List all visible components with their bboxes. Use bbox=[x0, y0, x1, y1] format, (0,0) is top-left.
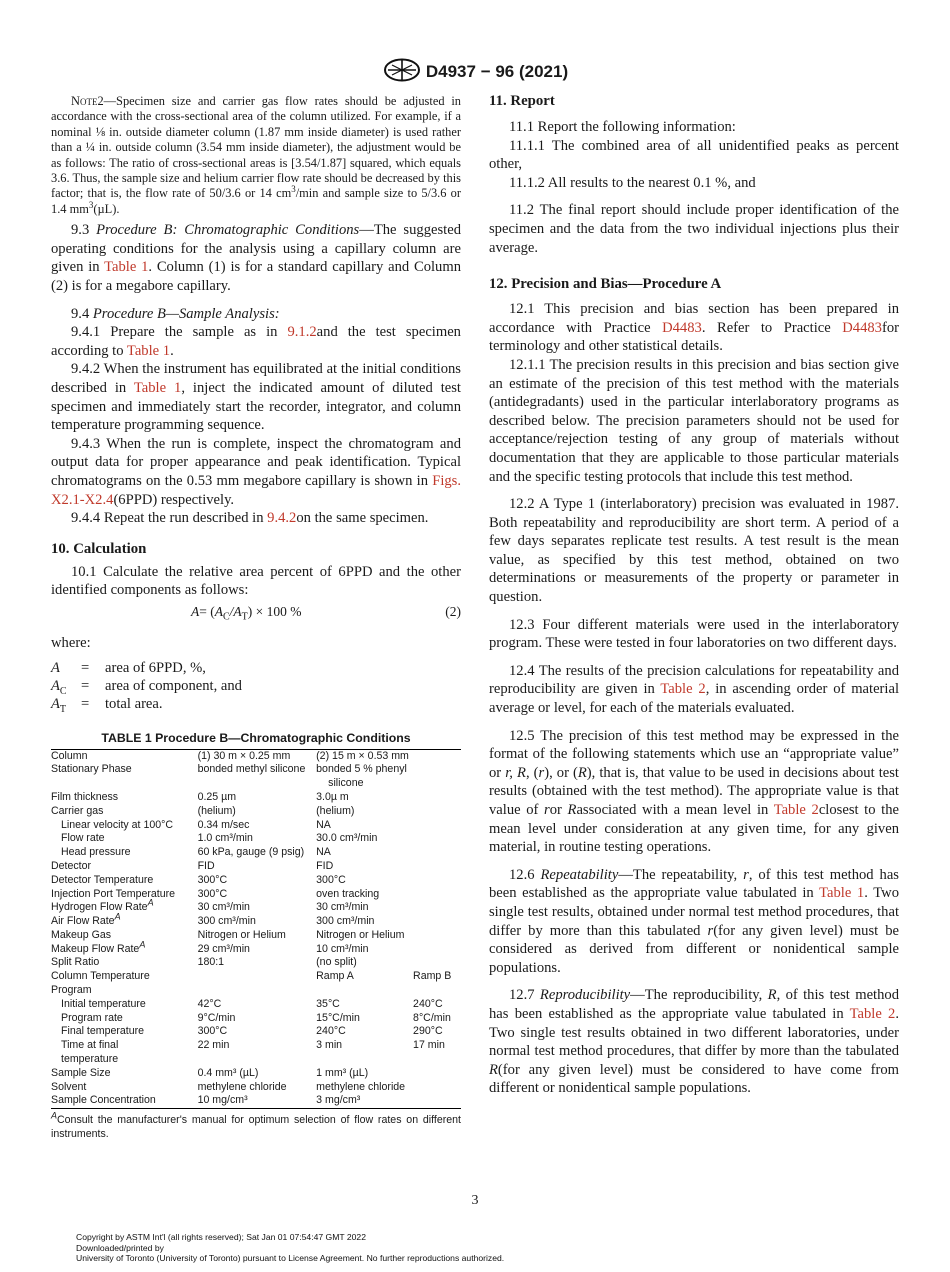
table-cell: 9°C/min bbox=[197, 1011, 236, 1024]
table-cell bbox=[413, 749, 461, 763]
table-cell: methylene chloride bbox=[197, 1080, 287, 1093]
table-cell: Makeup Flow Rate$^A$ bbox=[51, 939, 146, 955]
table-row bbox=[51, 984, 461, 998]
table-cell: 8°C/min bbox=[413, 1011, 451, 1024]
table-cell: 300 cm³/min bbox=[197, 915, 256, 928]
table-cell: Detector Temperature bbox=[51, 873, 154, 886]
table-cell: 0.34 m/sec bbox=[197, 818, 250, 831]
para-9-4-3: 9.4.3 When the run is complete, inspect the chromatogram and output data for proper appearance and peak identification. Typical chromatograms on the 0.53 mm megabore capillary is shown in Figs. X2.1-X2.4(6PPD) respectively. bbox=[51, 435, 461, 508]
table-cell: (helium) bbox=[316, 804, 355, 817]
table-cell: Ramp B bbox=[413, 970, 452, 983]
table-cell: Program rate bbox=[61, 1011, 123, 1024]
table-row bbox=[51, 819, 461, 833]
astm-logo-icon bbox=[382, 58, 422, 87]
para-12-2: 12.2 A Type 1 (interlaboratory) precision was evaluated in 1987. Both repeatability and reproducibility are short term. A period of a few days separates replicate test results. A test result is the mean value, as specified by this test method, obtained on two determinations or measurements of the property or parameter in question. bbox=[489, 496, 899, 606]
table-1-link[interactable]: Table 1 bbox=[819, 885, 865, 902]
table-cell bbox=[198, 777, 317, 791]
table-cell: 3 min bbox=[316, 1039, 343, 1052]
para-11-1: 11.1 Report the following information: bbox=[509, 119, 736, 135]
table-cell bbox=[413, 763, 461, 777]
table-cell: 0.4 mm³ (µL) bbox=[197, 1066, 259, 1079]
table-cell: temperature bbox=[61, 1053, 119, 1066]
table-cell: FID bbox=[316, 859, 334, 872]
table-cell: 30 cm³/min bbox=[197, 901, 250, 914]
table-cell bbox=[198, 970, 317, 984]
table-row bbox=[51, 1094, 461, 1108]
variable-row: $A_T$ = total area. bbox=[51, 695, 163, 715]
table-row bbox=[51, 791, 461, 805]
table-cell: Hydrogen Flow Rate$^A$ bbox=[51, 897, 154, 914]
table-cell bbox=[198, 1053, 317, 1067]
table-cell: Final temperature bbox=[61, 1025, 145, 1038]
variable-symbol: A bbox=[51, 659, 60, 676]
equation-2: $A= (A_C/A_T) \times 100$ % (2) bbox=[191, 603, 461, 623]
para-12-7: 12.7 Reproducibility—The reproducibility, R, of this test method has been established as the appropriate value tabulated in Table 2. Two single test results obtained in two different laboratories, under normal test method procedures, that differ by more than the tabulated R(for any given level) must be considered to have come from different or nonidentical sample populations. bbox=[489, 987, 900, 1097]
table-cell bbox=[413, 888, 461, 902]
table-row bbox=[51, 1039, 461, 1053]
table-cell: Film thickness bbox=[51, 790, 119, 803]
table-cell: (2) 15 m × 0.53 mm bbox=[316, 749, 409, 762]
table-row bbox=[51, 943, 461, 957]
table-cell: 10 cm³/min bbox=[316, 942, 369, 955]
para-9-4-2: 9.4.2 When the instrument has equilibrated at the initial conditions described in Table 1, inject the indicated amount of diluted test specimen and immediately start the recorder, integrator, and column temperature programming sequence. bbox=[51, 361, 461, 434]
section-9-1-2-link[interactable]: 9.1.2 bbox=[287, 324, 317, 341]
para-9-4-1: 9.4.1 Prepare the sample as in 9.1.2and the test specimen according to Table 1. bbox=[51, 324, 461, 359]
table-cell bbox=[413, 956, 461, 970]
d4483-link[interactable]: D4483 bbox=[662, 319, 702, 336]
table-2-link[interactable]: Table 2 bbox=[849, 1005, 896, 1022]
table-cell: bonded 5 % phenyl bbox=[316, 763, 407, 776]
table-row bbox=[51, 915, 461, 929]
para-12-5: 12.5 The precision of this test method may be expressed in the format of the following statements which use an “appropriate value” or r, R, (r), or (R), that is, that value to be used in decisions about test results (obtained with the test method). The appropriate value is that value of ror Rassociated with a mean level in Table 2closest to the mean level under consideration at any given time, for any given material, in routine testing operations. bbox=[489, 727, 899, 856]
para-12-4: 12.4 The results of the precision calculations for repeatability and reproducibility are given in Table 2, in ascending order of material average or level, for each of the materials evaluated. bbox=[489, 662, 899, 717]
table-cell: Detector bbox=[51, 859, 92, 872]
table-row bbox=[51, 929, 461, 943]
table-row bbox=[51, 1053, 461, 1067]
para-9-4: 9.4 Procedure B—Sample Analysis: bbox=[71, 305, 280, 322]
note-2: Note2—Specimen size and carrier gas flow rates should be adjusted in accordance with the cross-sectional area of the column utilized. For example, if a nominal ⅛ in. outside diameter column (1.87 mm inside diameter) is used rather than a ¼ in. outside column (3.54 mm inside diameter), the adjustment would be as follows: The ratio of cross-sectional areas is [3.54/1.87] squared, which equals 3.6. Thus, the sample size and helium carrier flow rate should be decreased by this factor; that is, the flow rate of 50/3.6 or 14 $cm^3/\min$ and sample size to 5/3.6 or 1.4 $mm^3(\mu L)$. bbox=[51, 94, 461, 216]
section-10-heading: 10. Calculation bbox=[51, 540, 147, 557]
para-9-3: 9.3 Procedure B: Chromatographic Conditions—The suggested operating conditions for the analysis using a capillary column are given in Table 1. Column (1) is for a standard capillary and Column (2) is for a megabore capillary. bbox=[51, 222, 461, 295]
table-cell bbox=[413, 943, 461, 957]
page-number: 3 bbox=[471, 1193, 479, 1208]
equation-number: (2) bbox=[445, 603, 461, 619]
para-12-1-1: 12.1.1 The precision results in this precision and bias section give an estimate of the precision of this test method with the materials (antidegradants) used in the particular interlaboratory programs as described below. The precision parameters should not be used for acceptance/rejection testing of any group of materials without documentation that they are applicable to those particular materials and the specific testing protocols that include this test method. bbox=[489, 356, 899, 485]
table-cell bbox=[198, 984, 317, 998]
variable-description: area of 6PPD, %, bbox=[105, 659, 206, 676]
table-cell: 180:1 bbox=[197, 956, 225, 969]
table-1-link[interactable]: Table 1 bbox=[133, 380, 182, 396]
table-cell bbox=[413, 777, 461, 791]
table-cell: Nitrogen or Helium bbox=[197, 928, 286, 941]
table-row bbox=[51, 1081, 461, 1095]
table-cell: methylene chloride bbox=[316, 1080, 406, 1093]
table-cell: (helium) bbox=[197, 804, 236, 817]
table-cell bbox=[413, 1094, 461, 1108]
table-1-link[interactable]: Table 1 bbox=[126, 342, 171, 359]
d4483-link[interactable]: D4483 bbox=[842, 319, 882, 336]
table-row bbox=[51, 888, 461, 902]
standard-designation: D4937 − 96 (2021) bbox=[425, 61, 569, 81]
table-cell: Split Ratio bbox=[51, 956, 100, 969]
para-12-3: 12.3 Four different materials were used in the interlaboratory program. These were tested in four laboratories on two different days. bbox=[489, 616, 899, 652]
table-cell: 240°C bbox=[316, 1025, 346, 1038]
table-cell: Injection Port Temperature bbox=[51, 887, 176, 900]
table-cell: Solvent bbox=[51, 1080, 87, 1093]
table-cell bbox=[413, 1067, 461, 1081]
table-cell bbox=[413, 984, 461, 998]
table-cell: Column bbox=[51, 749, 88, 762]
table-cell: Air Flow Rate$^A$ bbox=[51, 911, 121, 928]
variable-description: total area. bbox=[105, 695, 163, 712]
para-11-1-2: 11.1.2 All results to the nearest 0.1 %, and bbox=[509, 174, 756, 191]
table-cell: Column Temperature bbox=[51, 970, 150, 983]
copyright-notice: Copyright by ASTM Int'l (all rights reserved); Sat Jan 01 07:54:47 GMT 2022 Downloaded/printed by University of Toronto (University of Toronto) pursuant to License Agreement. No further reproductions authorized. bbox=[76, 1232, 505, 1264]
table-cell: 10 mg/cm³ bbox=[197, 1094, 248, 1107]
table-row bbox=[51, 874, 461, 888]
table-cell: 60 kPa, gauge (9 psig) bbox=[197, 846, 305, 859]
table-cell: bonded methyl silicone bbox=[197, 763, 306, 776]
table-cell: Time at final bbox=[61, 1039, 119, 1052]
para-11-1-1: 11.1.1 The combined area of all unidentified peaks as percent other, bbox=[489, 137, 899, 173]
table-cell: 29 cm³/min bbox=[197, 942, 250, 955]
table-2-link[interactable]: Table 2 bbox=[660, 681, 706, 698]
table-cell: Sample Concentration bbox=[51, 1094, 156, 1107]
table-cell: Linear velocity at 100°C bbox=[61, 818, 173, 831]
table-row bbox=[51, 956, 461, 970]
table-cell bbox=[413, 805, 461, 819]
section-11-heading: 11. Report bbox=[489, 93, 555, 109]
table-cell: Ramp A bbox=[316, 970, 354, 983]
para-10-1: 10.1 Calculate the relative area percent of 6PPD and the other identified components as follows: bbox=[51, 563, 461, 599]
variable-symbol: $A_C$ bbox=[51, 677, 67, 697]
table-row bbox=[51, 805, 461, 819]
table-cell bbox=[413, 846, 461, 860]
variable-definitions bbox=[51, 659, 461, 713]
table-cell bbox=[413, 874, 461, 888]
table-1-title: TABLE 1 Procedure B—Chromatographic Conditions bbox=[101, 730, 411, 745]
table-cell bbox=[51, 777, 198, 791]
table-row bbox=[51, 777, 461, 791]
table-cell bbox=[413, 819, 461, 833]
table-row bbox=[51, 860, 461, 874]
figures-link[interactable]: Figs. X2.1-X2.4 bbox=[51, 472, 461, 508]
table-cell bbox=[413, 901, 461, 915]
table-1-footnote: $^A$Consult the manufacturer's manual for optimum selection of flow rates on different instruments. bbox=[51, 1110, 461, 1141]
table-cell: 300°C bbox=[316, 873, 346, 886]
para-12-1: 12.1 This precision and bias section has been prepared in accordance with Practice D4483. Refer to Practice D4483for terminology and other statistical details. bbox=[489, 301, 899, 355]
table-cell: 30.0 cm³/min bbox=[316, 832, 378, 845]
table-cell: 3.0µ m bbox=[316, 790, 349, 803]
table-cell: silicone bbox=[328, 777, 364, 790]
table-cell: Nitrogen or Helium bbox=[316, 928, 405, 941]
table-cell: (no split) bbox=[316, 956, 357, 969]
page-header bbox=[0, 58, 950, 87]
table-cell: Carrier gas bbox=[51, 804, 104, 817]
table-cell bbox=[413, 1053, 461, 1067]
table-cell: Flow rate bbox=[61, 832, 105, 845]
table-cell: NA bbox=[316, 846, 331, 859]
where-label: where: bbox=[51, 634, 91, 651]
table-cell: 30 cm³/min bbox=[316, 901, 369, 914]
table-cell: Program bbox=[51, 984, 92, 997]
table-cell: 290°C bbox=[413, 1025, 443, 1038]
table-cell bbox=[316, 1053, 413, 1067]
table-cell: Makeup Gas bbox=[51, 928, 112, 941]
table-cell bbox=[413, 929, 461, 943]
table-row bbox=[51, 846, 461, 860]
section-9-4-2-link[interactable]: 9.4.2 bbox=[267, 510, 297, 527]
para-12-6: 12.6 Repeatability—The repeatability, r, of this test method has been established as the appropriate value tabulated in Table 1. Two single test results, obtained under normal test method procedures, that differ by more than this tabulated r(for any given level) must be considered as derived from different or nonidentical sample populations. bbox=[489, 866, 899, 976]
table-cell: 0.25 µm bbox=[197, 790, 237, 803]
variable-symbol: $A_T$ bbox=[51, 695, 67, 715]
table-cell bbox=[316, 984, 413, 998]
variable-row: $A_C$ = area of component, and bbox=[51, 677, 242, 697]
table-cell: 1 mm³ (µL) bbox=[316, 1066, 369, 1079]
table-row bbox=[51, 1012, 461, 1026]
table-cell bbox=[413, 832, 461, 846]
table-cell bbox=[413, 915, 461, 929]
table-cell: 240°C bbox=[413, 997, 443, 1010]
table-cell: 22 min bbox=[197, 1039, 230, 1052]
para-9-4-4: 9.4.4 Repeat the run described in 9.4.2on the same specimen. bbox=[71, 510, 429, 527]
table-cell: Sample Size bbox=[51, 1066, 111, 1079]
variable-row: A = area of 6PPD, %, bbox=[51, 659, 206, 676]
table-row bbox=[51, 901, 461, 915]
table-row bbox=[51, 1067, 461, 1081]
table-row bbox=[51, 1025, 461, 1039]
table-2-link[interactable]: Table 2 bbox=[773, 802, 819, 818]
table-1-link[interactable]: Table 1 bbox=[104, 259, 149, 276]
table-cell: 300°C bbox=[197, 887, 228, 900]
table-row bbox=[51, 832, 461, 846]
table-cell: 300°C bbox=[197, 1025, 228, 1038]
para-11-2: 11.2 The final report should include proper identification of the specimen and the data from the two individual injections plus their average. bbox=[489, 202, 899, 256]
right-column bbox=[489, 92, 899, 1098]
table-cell: 15°C/min bbox=[316, 1011, 360, 1024]
table-row bbox=[51, 998, 461, 1012]
table-cell: Head pressure bbox=[61, 846, 131, 859]
table-cell: 3 mg/cm³ bbox=[316, 1094, 361, 1107]
table-cell: NA bbox=[316, 818, 331, 831]
left-column bbox=[51, 92, 461, 1142]
table-row bbox=[51, 970, 461, 984]
table-cell: oven tracking bbox=[316, 887, 380, 900]
table-row bbox=[51, 763, 461, 777]
table-cell: 1.0 cm³/min bbox=[197, 832, 253, 845]
table-cell: (1) 30 m × 0.25 mm bbox=[197, 749, 291, 762]
table-cell: 17 min bbox=[413, 1039, 445, 1052]
table-cell: Initial temperature bbox=[61, 997, 146, 1010]
table-cell bbox=[413, 860, 461, 874]
variable-description: area of component, and bbox=[105, 677, 242, 694]
table-cell: FID bbox=[197, 859, 215, 872]
table-cell bbox=[413, 791, 461, 805]
table-row bbox=[51, 749, 461, 763]
table-cell: 300 cm³/min bbox=[316, 915, 375, 928]
table-cell: 42°C bbox=[197, 997, 222, 1010]
table-1 bbox=[51, 749, 461, 1110]
table-cell: Stationary Phase bbox=[51, 763, 132, 776]
table-cell: 300°C bbox=[197, 873, 228, 886]
table-cell: 35°C bbox=[316, 997, 340, 1010]
table-cell bbox=[413, 1081, 461, 1095]
section-12-heading: 12. Precision and Bias—Procedure A bbox=[489, 276, 722, 293]
